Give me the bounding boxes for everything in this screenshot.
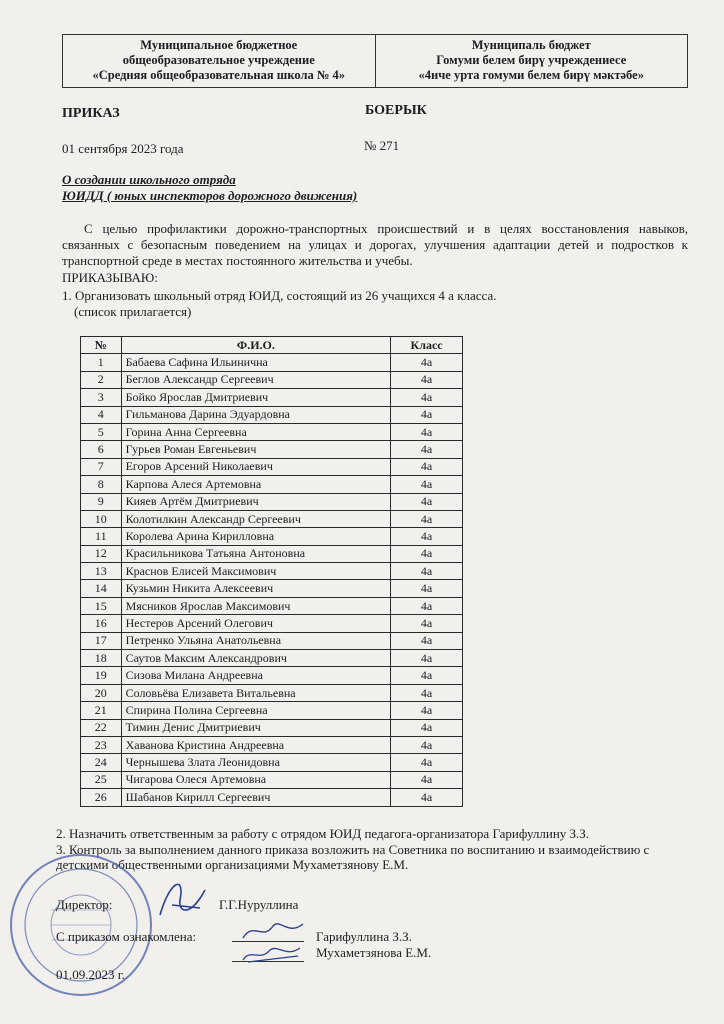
table-row: [81, 754, 463, 771]
row-number: 10: [81, 510, 122, 527]
student-name: Беглов Александр Сергеевич: [121, 371, 391, 388]
intro-text: С целью профилактики дорожно-транспортных происшествий и в целях восстановления навыков, связанных с безопасным поведением на улицах и дорогах, улучшения адаптации детей и подростков к транспортной среде в местах постоянного жительства и учебы.: [62, 221, 688, 268]
table-body: [81, 354, 463, 806]
table-row: [81, 789, 463, 806]
row-number: 17: [81, 632, 122, 649]
student-class: 4а: [391, 423, 463, 440]
student-name: Красильникова Татьяна Антоновна: [121, 545, 391, 562]
student-name: Соловьёва Елизавета Витальевна: [121, 684, 391, 701]
subject-line: ЮИДД ( юных инспекторов дорожного движения): [62, 188, 358, 203]
student-class: 4а: [391, 406, 463, 423]
table-row: [81, 458, 463, 475]
student-name: Колотилкин Александр Сергеевич: [121, 510, 391, 527]
row-number: 5: [81, 423, 122, 440]
row-number: 15: [81, 597, 122, 614]
row-number: 26: [81, 789, 122, 806]
student-class: 4а: [391, 545, 463, 562]
row-number: 23: [81, 736, 122, 753]
table-row: [81, 406, 463, 423]
table-row: [81, 371, 463, 388]
student-class: 4а: [391, 771, 463, 788]
table-row: [81, 667, 463, 684]
row-number: 12: [81, 545, 122, 562]
table-row: [81, 736, 463, 753]
letterhead-russian: [63, 35, 375, 87]
student-name: Тимин Денис Дмитриевич: [121, 719, 391, 736]
order-item-2: 2. Назначить ответственным за работу с отрядом ЮИД педагога-организатора Гарифуллину З.З.: [56, 826, 590, 841]
student-name: Чернышева Злата Леонидовна: [121, 754, 391, 771]
row-number: 14: [81, 580, 122, 597]
student-class: 4а: [391, 667, 463, 684]
subject-line: О создании школьного отряда: [62, 172, 236, 187]
order-item-1-note: (список прилагается): [74, 304, 192, 319]
orders-word: ПРИКАЗЫВАЮ:: [62, 270, 158, 285]
student-class: 4а: [391, 650, 463, 667]
director-signature: [150, 870, 220, 930]
student-class: 4а: [391, 719, 463, 736]
student-class: 4а: [391, 789, 463, 806]
student-class: 4а: [391, 702, 463, 719]
table-row: [81, 510, 463, 527]
table-row: [81, 719, 463, 736]
student-name: Королева Арина Кирилловна: [121, 528, 391, 545]
student-class: 4а: [391, 476, 463, 493]
letterhead: [62, 34, 688, 88]
student-class: 4а: [391, 354, 463, 371]
student-name: Гильманова Дарина Эдуардовна: [121, 406, 391, 423]
row-number: 11: [81, 528, 122, 545]
row-number: 9: [81, 493, 122, 510]
student-name: Чигарова Олеся Артемовна: [121, 771, 391, 788]
student-name: Горина Анна Сергеевна: [121, 423, 391, 440]
table-row: [81, 354, 463, 371]
ack-signature-2: [238, 942, 308, 968]
row-number: 18: [81, 650, 122, 667]
table-row: [81, 545, 463, 562]
table-row: [81, 580, 463, 597]
student-class: 4а: [391, 754, 463, 771]
student-class: 4а: [391, 580, 463, 597]
table-row: [81, 423, 463, 440]
student-class: 4а: [391, 597, 463, 614]
row-number: 21: [81, 702, 122, 719]
table-row: [81, 493, 463, 510]
student-class: 4а: [391, 389, 463, 406]
student-name: Шабанов Кирилл Сергеевич: [121, 789, 391, 806]
table-row: [81, 528, 463, 545]
row-number: 7: [81, 458, 122, 475]
order-intro: [62, 221, 688, 269]
order-title-tt: БОЕРЫК: [365, 103, 427, 118]
student-name: Саутов Максим Александрович: [121, 650, 391, 667]
table-row: [81, 632, 463, 649]
order-item-3: 3. Контроль за выполнением данного приказа возложить на Советника по воспитанию и взаимодействию с детскими общественными организациями Мухаметзянову Е.М.: [56, 842, 650, 872]
student-class: 4а: [391, 441, 463, 458]
table-header-row: [81, 337, 463, 354]
student-class: 4а: [391, 528, 463, 545]
director-name: Г.Г.Нуруллина: [219, 897, 299, 912]
students-table: [80, 336, 463, 807]
acknowledgement-date: 01.09.2023 г.: [56, 967, 125, 982]
row-number: 6: [81, 441, 122, 458]
header-number: №: [81, 337, 122, 354]
student-name: Кияев Артём Дмитриевич: [121, 493, 391, 510]
table-row: [81, 684, 463, 701]
student-name: Нестеров Арсений Олегович: [121, 615, 391, 632]
student-class: 4а: [391, 736, 463, 753]
student-name: Егоров Арсений Николаевич: [121, 458, 391, 475]
header-class: Класс: [391, 337, 463, 354]
table-row: [81, 441, 463, 458]
row-number: 20: [81, 684, 122, 701]
row-number: 4: [81, 406, 122, 423]
table-row: [81, 615, 463, 632]
student-class: 4а: [391, 493, 463, 510]
student-name: Кузьмин Никита Алексеевич: [121, 580, 391, 597]
letterhead-tt-line: Муниципаль бюджет: [471, 38, 591, 52]
order-subject: [62, 172, 357, 204]
row-number: 1: [81, 354, 122, 371]
student-class: 4а: [391, 684, 463, 701]
letterhead-tt-line: Гомуми белем бирү учреждениесе: [436, 53, 627, 67]
table-row: [81, 597, 463, 614]
row-number: 2: [81, 371, 122, 388]
row-number: 22: [81, 719, 122, 736]
director-label: Директор:: [56, 897, 113, 912]
letterhead-ru-line: «Средняя общеобразовательная школа № 4»: [92, 68, 346, 82]
row-number: 25: [81, 771, 122, 788]
student-name: Карпова Алеся Артемовна: [121, 476, 391, 493]
order-date: 01 сентября 2023 года: [62, 141, 184, 156]
student-name: Бабаева Сафина Ильинична: [121, 354, 391, 371]
table-row: [81, 563, 463, 580]
row-number: 13: [81, 563, 122, 580]
student-name: Сизова Милана Андреевна: [121, 667, 391, 684]
table-row: [81, 650, 463, 667]
table-row: [81, 476, 463, 493]
letterhead-ru-line: общеобразовательное учреждение: [122, 53, 315, 67]
student-class: 4а: [391, 563, 463, 580]
student-class: 4а: [391, 615, 463, 632]
order-number: № 271: [364, 138, 400, 153]
table-row: [81, 702, 463, 719]
letterhead-tt-line: «4нче урта гомуми белем бирү мәктәбе»: [418, 68, 644, 82]
student-class: 4а: [391, 458, 463, 475]
student-name: Краснов Елисей Максимович: [121, 563, 391, 580]
row-number: 24: [81, 754, 122, 771]
order-item-1: 1. Организовать школьный отряд ЮИД, состоящий из 26 учащихся 4 а класса.: [62, 288, 497, 303]
order-title-ru: ПРИКАЗ: [62, 106, 120, 121]
row-number: 8: [81, 476, 122, 493]
acknowledger-2: Мухаметзянова Е.М.: [316, 945, 432, 960]
student-class: 4а: [391, 510, 463, 527]
student-name: Спирина Полина Сергеевна: [121, 702, 391, 719]
letterhead-tatar: [375, 35, 688, 87]
letterhead-ru-line: Муниципальное бюджетное: [140, 38, 298, 52]
student-name: Бойко Ярослав Дмитриевич: [121, 389, 391, 406]
row-number: 19: [81, 667, 122, 684]
student-name: Хаванова Кристина Андреевна: [121, 736, 391, 753]
header-name: Ф.И.О.: [121, 337, 391, 354]
student-name: Мясников Ярослав Максимович: [121, 597, 391, 614]
table-row: [81, 389, 463, 406]
student-name: Петренко Ульяна Анатольевна: [121, 632, 391, 649]
acknowledger-1: Гарифуллина З.З.: [316, 929, 412, 944]
table-row: [81, 771, 463, 788]
student-class: 4а: [391, 632, 463, 649]
student-class: 4а: [391, 371, 463, 388]
acknowledgement-label: С приказом ознакомлена:: [56, 929, 197, 944]
row-number: 3: [81, 389, 122, 406]
student-name: Гурьев Роман Евгеньевич: [121, 441, 391, 458]
row-number: 16: [81, 615, 122, 632]
